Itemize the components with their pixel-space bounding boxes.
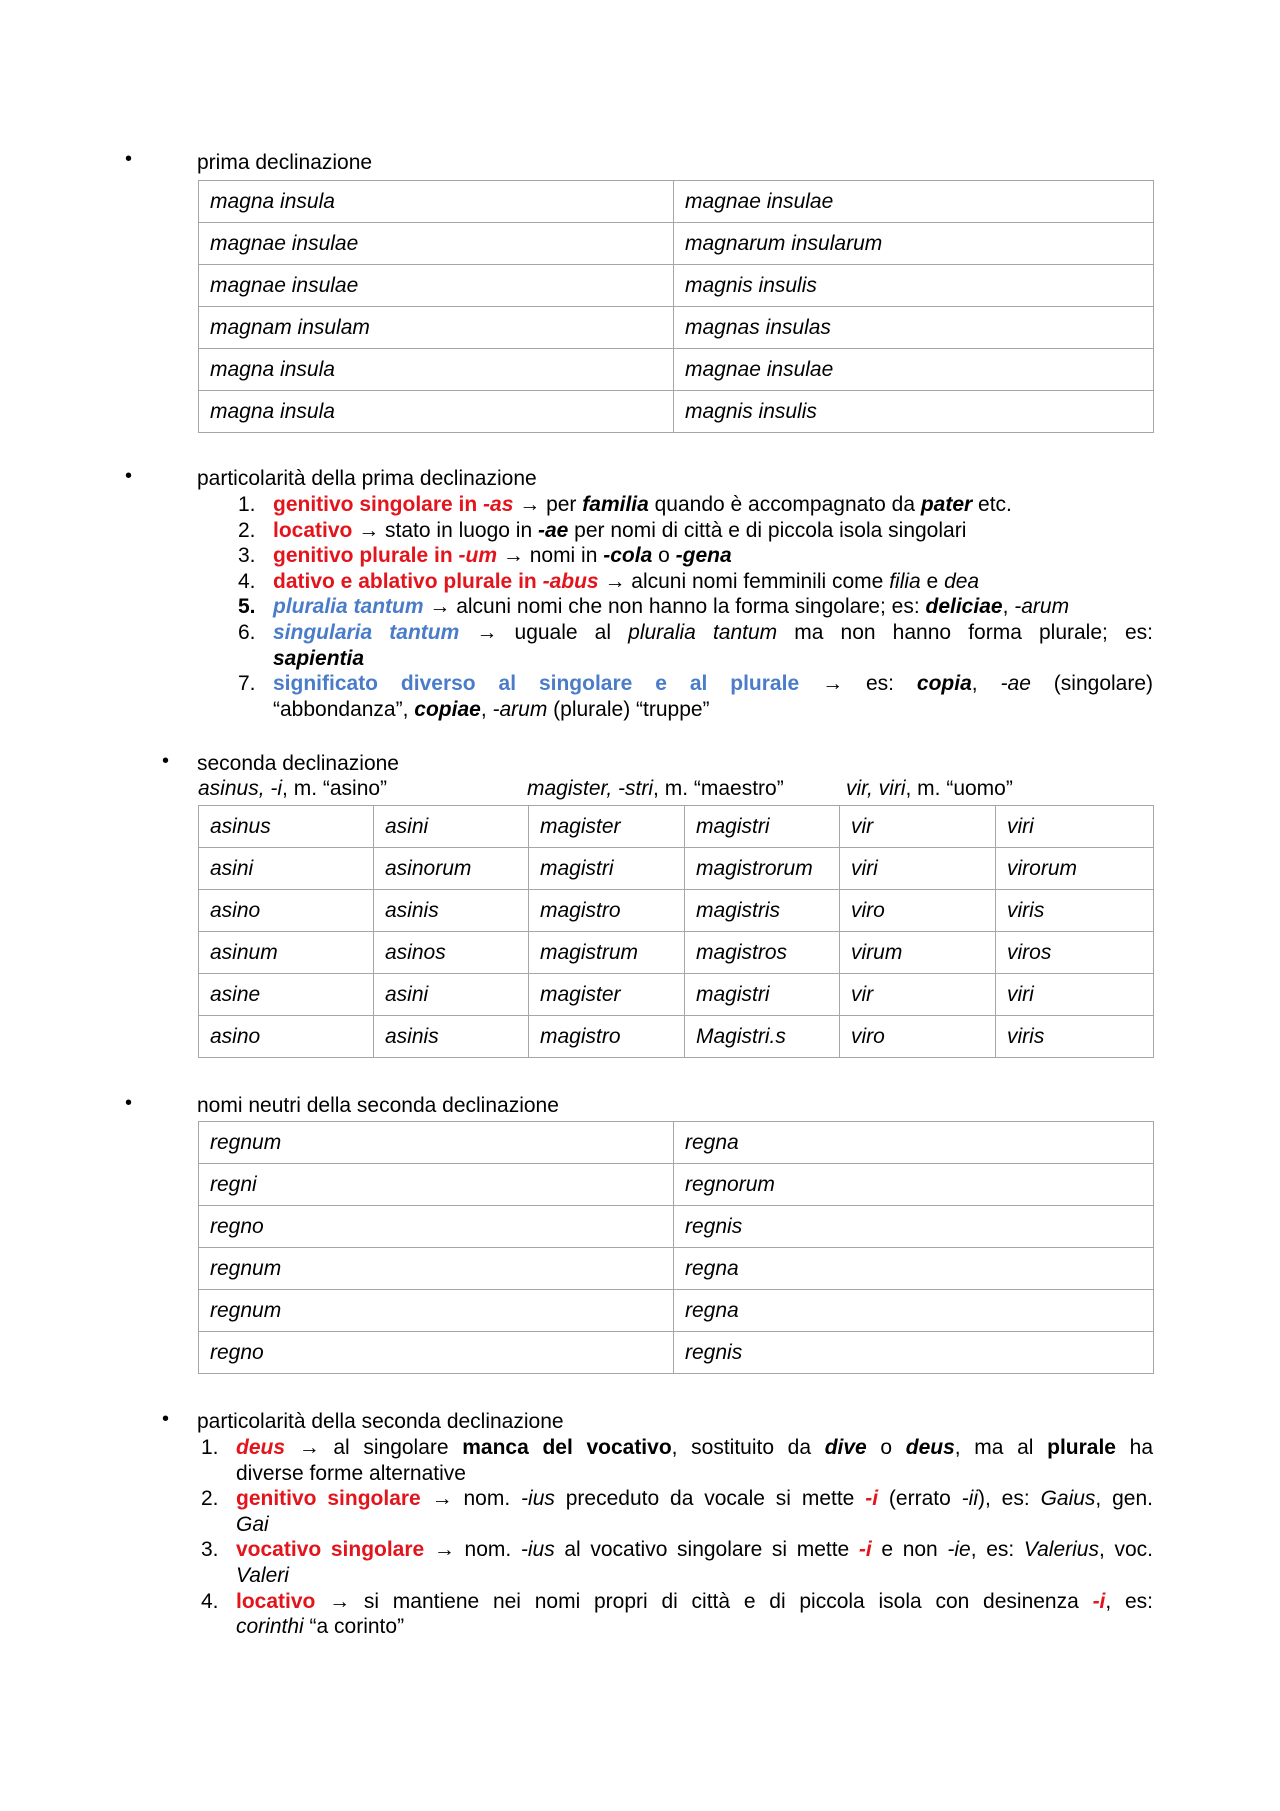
bullet: •	[162, 750, 170, 772]
arrow-icon: →	[604, 569, 626, 593]
table-cell: viri	[996, 974, 1154, 1016]
list-item: 6. singularia tantum → uguale al pluralia tantum ma non hanno forma plurale; es: sapientia	[238, 620, 1153, 670]
table-cell: magnis insulis	[674, 265, 1154, 307]
section-title-first-notes: particolarità della prima declinazione	[197, 467, 537, 490]
table-cell: magnam insulam	[199, 307, 674, 349]
table-cell: viris	[996, 890, 1154, 932]
table-row	[199, 1248, 1154, 1290]
list-item: 2. genitivo singolare → nom. -ius preceduto da vocale si mette -i (errato -ii), es: Gaius, gen. Gai	[201, 1487, 1153, 1536]
table-cell: regno	[199, 1206, 674, 1248]
table-cell: regnum	[199, 1122, 674, 1164]
table-cell: asini	[374, 974, 529, 1016]
table-row	[199, 181, 1154, 223]
table-row	[199, 848, 1154, 890]
list-item: 1. deus → al singolare manca del vocativo, sostituito da dive o deus, ma al plurale ha diverse forme alternative	[201, 1436, 1154, 1485]
table-cell: magistrorum	[685, 848, 840, 890]
table-cell: magistri	[529, 848, 685, 890]
table-row	[199, 223, 1154, 265]
table-cell: magnas insulas	[674, 307, 1154, 349]
arrow-icon: →	[429, 595, 451, 619]
table-cell: magnae insulae	[674, 349, 1154, 391]
table-row	[199, 932, 1154, 974]
arrow-icon: →	[298, 1436, 320, 1459]
table-cell: regni	[199, 1164, 674, 1206]
arrow-icon: →	[329, 1589, 351, 1613]
table-cell: regna	[674, 1290, 1154, 1332]
table-cell: regno	[199, 1332, 674, 1374]
table-cell: regna	[674, 1122, 1154, 1164]
arrow-icon: →	[822, 672, 844, 696]
table-cell: magistri	[685, 974, 840, 1016]
arrow-icon: →	[502, 544, 524, 568]
table-cell: asini	[199, 848, 374, 890]
table-cell: viri	[840, 848, 996, 890]
table-cell: viro	[840, 890, 996, 932]
table-cell: asinorum	[374, 848, 529, 890]
bullet: •	[162, 1408, 170, 1430]
table-row	[199, 806, 1154, 848]
paradigm-label-asinus: asinus, -i, m. “asino”	[198, 777, 388, 800]
table-cell: asine	[199, 974, 374, 1016]
table-cell: magna insula	[199, 349, 674, 391]
paradigm-label-magister: magister, -stri, m. “maestro”	[527, 777, 784, 800]
table-cell: magistris	[685, 890, 840, 932]
table-cell: magister	[529, 974, 685, 1016]
table-cell: asino	[199, 890, 374, 932]
table-cell: magistrum	[529, 932, 685, 974]
bullet: •	[125, 1092, 133, 1114]
table-cell: magnae insulae	[674, 181, 1154, 223]
bullet: •	[125, 148, 133, 170]
table-row	[199, 890, 1154, 932]
table-cell: viros	[996, 932, 1154, 974]
table-row	[199, 974, 1154, 1016]
table-cell: magnae insulae	[199, 223, 674, 265]
table-cell: magistro	[529, 890, 685, 932]
table-cell: magistri	[685, 806, 840, 848]
section-title-second-notes: particolarità della seconda declinazione	[197, 1410, 564, 1433]
table-cell: regnorum	[674, 1164, 1154, 1206]
table-row	[199, 349, 1154, 391]
section-title-second: seconda declinazione	[197, 752, 399, 775]
table-cell: magnae insulae	[199, 265, 674, 307]
table-row	[199, 391, 1154, 433]
list-item: 7. significato diverso al singolare e al plurale → es: copia, -ae (singolare) “abbondanza”, copiae, -arum (plurale) “truppe”	[238, 672, 1154, 721]
table-row	[199, 1290, 1154, 1332]
table-cell: regnum	[199, 1290, 674, 1332]
table-cell: asinos	[374, 932, 529, 974]
list-item: 4. locativo → si mantiene nei nomi propri di città e di piccola isola con desinenza -i, es: corinthi “a corinto”	[201, 1589, 1153, 1639]
table-cell: asinus	[199, 806, 374, 848]
table-cell: asinis	[374, 1016, 529, 1058]
list-item: 1. genitivo singolare in -as → per familia quando è accompagnato da pater etc.	[238, 493, 1012, 516]
list-item: 3. genitivo plurale in -um → nomi in -cola o -gena	[238, 544, 732, 568]
table-row	[199, 1016, 1154, 1058]
first-notes-list	[238, 492, 1154, 722]
table-row	[199, 1164, 1154, 1206]
table-neuter-nouns	[198, 1121, 1154, 1374]
table-cell: asini	[374, 806, 529, 848]
arrow-icon: →	[431, 1487, 453, 1511]
bullet: •	[125, 465, 133, 487]
table-second-declension	[198, 805, 1154, 1058]
table-cell: magistro	[529, 1016, 685, 1058]
table-row	[199, 1206, 1154, 1248]
table-cell: magnarum insularum	[674, 223, 1154, 265]
paradigm-label-vir: vir, viri, m. “uomo”	[846, 777, 1013, 800]
second-notes-list	[201, 1435, 1154, 1640]
table-cell: vir	[840, 974, 996, 1016]
arrow-icon: →	[433, 1538, 455, 1562]
table-cell: magistros	[685, 932, 840, 974]
table-first-declension	[198, 180, 1154, 433]
list-item: 2. locativo → stato in luogo in -ae per nomi di città e di piccola isola singolari	[238, 518, 967, 542]
table-cell: asino	[199, 1016, 374, 1058]
table-cell: virum	[840, 932, 996, 974]
list-item: 4. dativo e ablativo plurale in -abus → alcuni nomi femminili come filia e dea	[238, 569, 980, 593]
table-cell: viris	[996, 1016, 1154, 1058]
table-cell: viri	[996, 806, 1154, 848]
table-cell: vir	[840, 806, 996, 848]
table-row	[199, 1332, 1154, 1374]
table-cell: regnis	[674, 1206, 1154, 1248]
list-item: 3. vocativo singolare → nom. -ius al vocativo singolare si mette -i e non -ie, es: Valerius, voc. Valeri	[201, 1538, 1153, 1587]
arrow-icon: →	[358, 518, 380, 542]
table-cell: asinis	[374, 890, 529, 932]
list-item: 5. pluralia tantum → alcuni nomi che non hanno la forma singolare; es: deliciae, -arum	[238, 595, 1070, 619]
table-cell: magister	[529, 806, 685, 848]
section-title-first: prima declinazione	[197, 151, 373, 174]
table-cell: regna	[674, 1248, 1154, 1290]
arrow-icon: →	[519, 493, 541, 516]
table-cell: magna insula	[199, 181, 674, 223]
table-cell: regnum	[199, 1248, 674, 1290]
table-row	[199, 1122, 1154, 1164]
table-cell: asinum	[199, 932, 374, 974]
table-cell: virorum	[996, 848, 1154, 890]
table-cell: viro	[840, 1016, 996, 1058]
table-cell: Magistri.s	[685, 1016, 840, 1058]
table-cell: magnis insulis	[674, 391, 1154, 433]
table-row	[199, 265, 1154, 307]
table-cell: magna insula	[199, 391, 674, 433]
table-cell: regnis	[674, 1332, 1154, 1374]
table-row	[199, 307, 1154, 349]
arrow-icon: →	[476, 620, 498, 644]
section-title-neuter: nomi neutri della seconda declinazione	[197, 1094, 559, 1117]
